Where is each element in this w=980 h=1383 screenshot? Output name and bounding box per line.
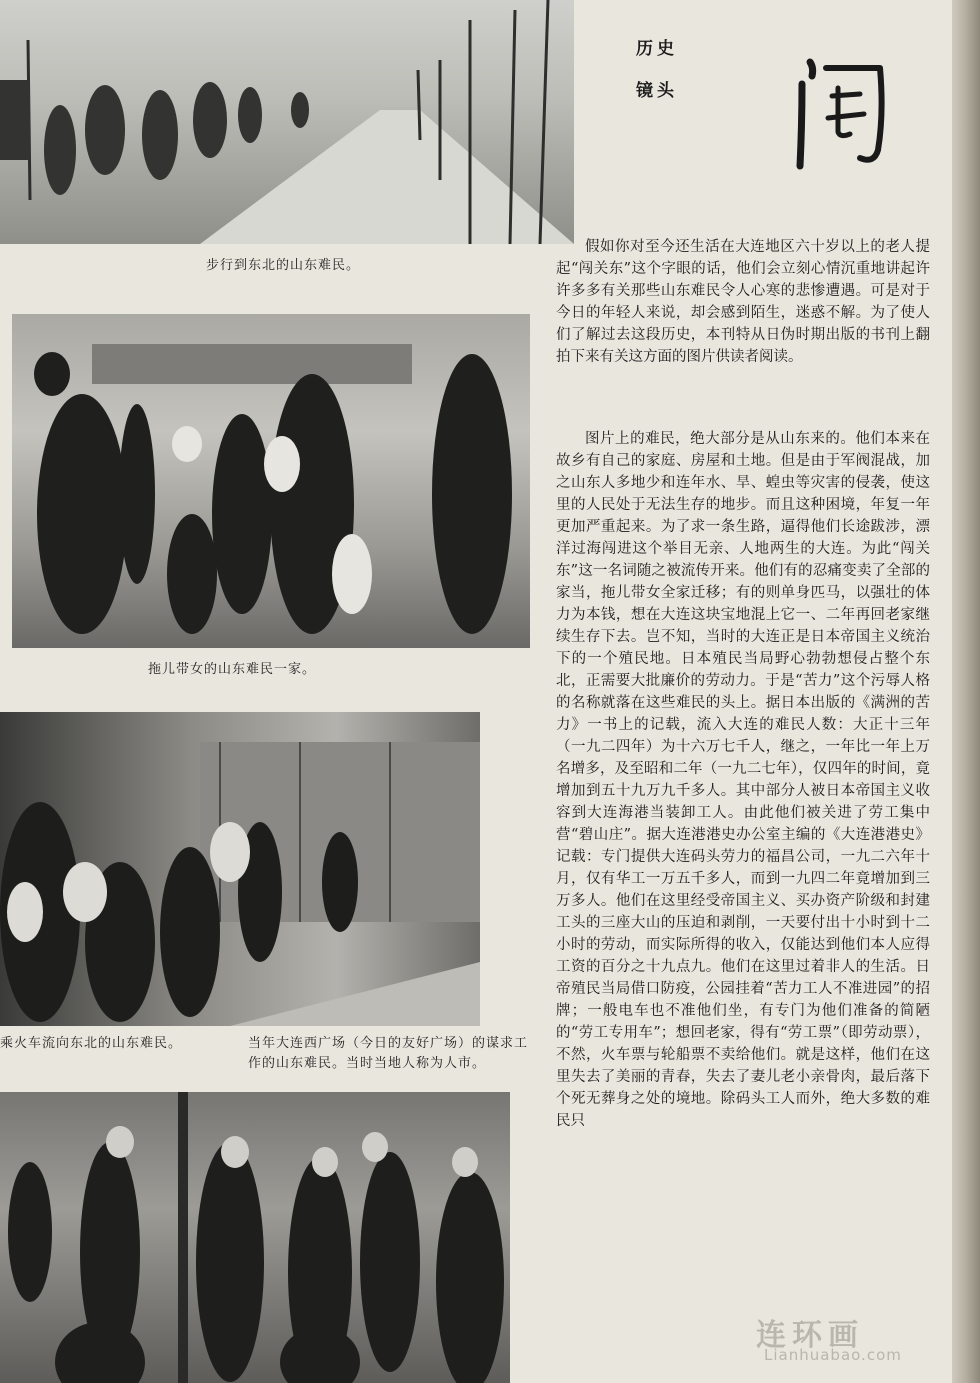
article-paragraph-2: 图片上的难民，绝大部分是从山东来的。他们本来在故乡有自己的家庭、房屋和土地。但是由于军阀混战，加之山东人多地少和连年水、旱、蝗虫等灾害的侵袭，使这里的人民处于无法生存的地步。而且这种困境，年复一年更加严重起来。为了求一条生路，逼得他们长途跋涉，漂洋过海闯进这个举目无亲、人地两生的大连。为此“闯关东”这一名词随之被流传开来。他们有的忍痛变卖了全部的家当，拖儿带女全家迁移；有的则单身匹马，以强壮的体力为本钱，想在大连这块宝地混上它一、二年再回老家继续生存下去。岂不知，当时的大连正是日本帝国主义统治下的一个殖民地。日本殖民当局野心勃勃想侵占整个东北，正需要大批廉价的劳动力。于是“苦力”这个污辱人格的名称就落在这些难民的头上。据日本出版的《满洲的苦力》一书上的记载，流入大连的难民人数：大正十三年（一九二四年）为十六万七千人，继之，一年比一年上万名增多，及至昭和二年（一九二七年），仅四年的时间，竟增加到五十九万九千多人。其中部分人被日本帝国主义收容到大连海港当装卸工人。由此他们被关进了劳工集中营“碧山庄”。据大连港港史办公室主编的《大连港港史》记载：专门提供大连码头劳力的福昌公司，一九二六年十月，仅有华工一万五千多人，而到一九四二年竟增加到三万多人。他们在这里经受帝国主义、买办资产阶级和封建工头的三座大山的压迫和剥削，一天要付出十小时到十二小时的劳动，而实际所得的收入，仅能达到他们本人应得工资的百分之十九点九。他们在这里过着非人的生活。日帝殖民当局借口防疫，公园挂着“苦力工人不准进园”的招牌；一般电车也不准他们坐，有专门为他们准备的简陋的“劳工专用车”；想回老家，得有“劳工票”（即劳动票），不然，火车票与轮船票不卖给他们。就是这样，他们在这里失去了美丽的青春，失去了妻儿老小亲骨肉，最后落下个死无葬身之处的境地。除码头工人而外，绝大多数的难民只 (556, 431, 930, 1129)
column-kicker-line1: 历史 (636, 39, 678, 59)
column-kicker-line2: 镜头 (636, 81, 678, 101)
article-paragraph-1: 假如你对至今还生活在大连地区六十岁以上的老人提起“闯关东”这个字眼的话，他们会立刻心情沉重地讲起许许多多有关那些山东难民令人心寒的悲惨遭遇。可是对于今日的年轻人来说，却会感到陌生，迷惑不解。为了使人们了解过去这段历史，本刊特从日伪时期出版的书刊上翻拍下来有关这方面的图片供读者阅读。 (556, 239, 930, 365)
caption-photo-2: 拖儿带女的山东难民一家。 (148, 662, 317, 677)
caption-photo-1: 步行到东北的山东难民。 (206, 258, 361, 273)
photo-walking-refugees (0, 0, 574, 244)
page-binding-edge (952, 0, 980, 1383)
calligraphy-title-chuang (788, 54, 898, 174)
photo-labor-market (0, 1092, 510, 1383)
caption-photo-4: 当年大连西广场（今日的友好广场）的谋求工作的山东难民。当时当地人称为人市。 (248, 1036, 529, 1071)
photo-refugee-family (12, 314, 530, 648)
watermark-logo: 连环画 (756, 1318, 864, 1353)
photo-train-refugees (0, 712, 480, 1026)
caption-photo-3: 乘火车流向东北的山东难民。 (0, 1036, 183, 1051)
watermark-url: Lianhuabao.com (764, 1346, 902, 1364)
site-watermark (756, 1310, 946, 1370)
